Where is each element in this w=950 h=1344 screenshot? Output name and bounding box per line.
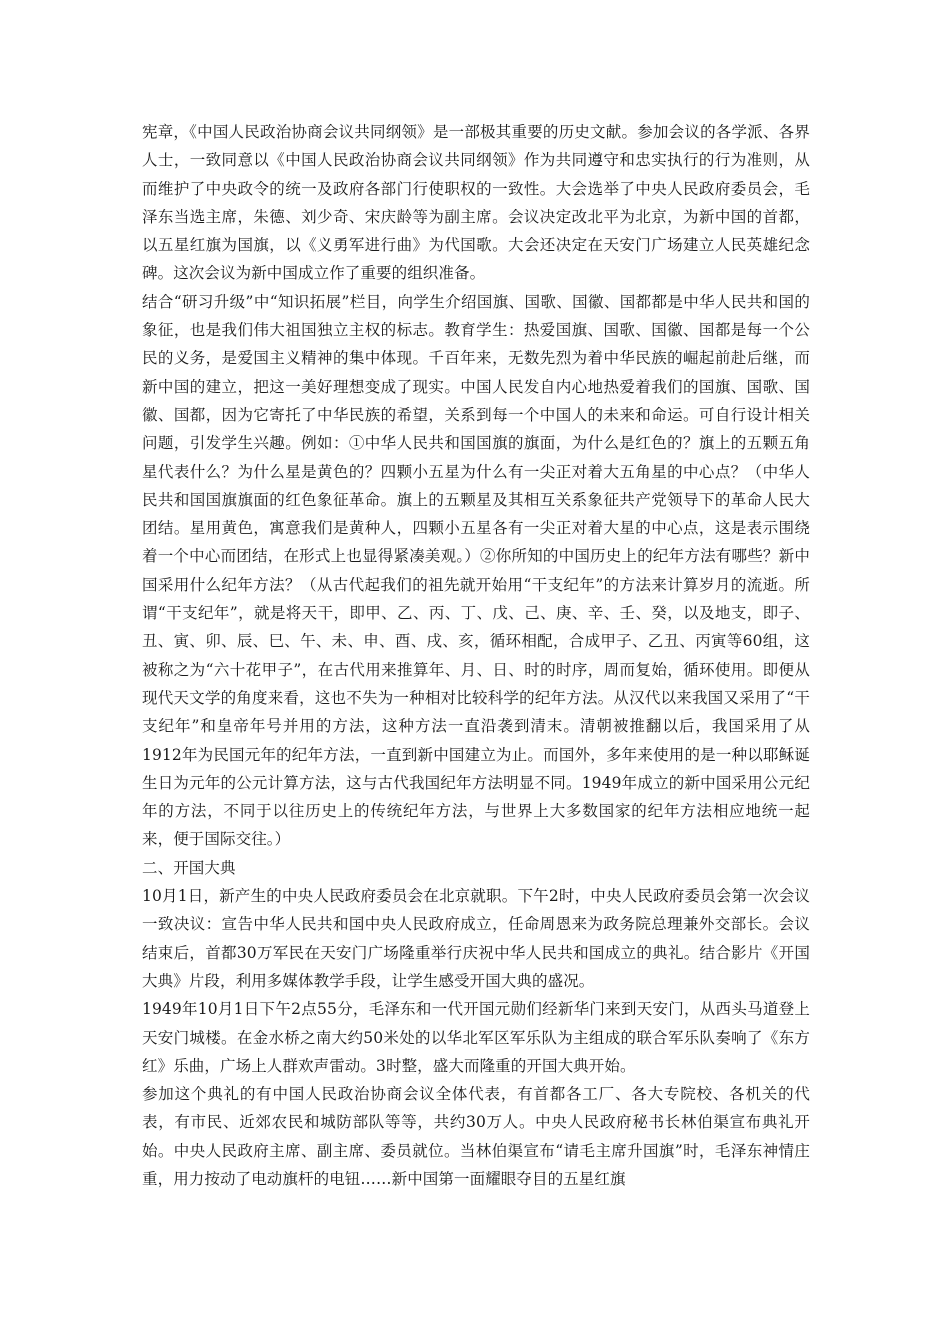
paragraph-national-symbols: 结合“研习升级”中“知识拓展”栏目，向学生介绍国旗、国歌、国徽、国都都是中华人民共和国的象征，也是我们伟大祖国独立主权的标志。教育学生：热爱国旗、国歌、国徽、国都是每一个公民的义务，是爱国主义精神的集中体现。千百年来，无数先烈为着中华民族的崛起前赴后继，而新中国的建立，把这一美好理想变成了现实。中国人民发自内心地热爱着我们的国旗、国歌、国徽、国都，因为它寄托了中华民族的希望，关系到每一个中国人的未来和命运。可自行设计相关问题，引发学生兴趣。例如：①中华人民共和国国旗的旗面，为什么是红色的？旗上的五颗五角星代表什么？为什么星是黄色的？四颗小五星为什么有一尖正对着大五角星的中心点？（中华人民共和国国旗旗面的红色象征革命。旗上的五颗星及其相互关系象征共产党领导下的革命人民大团结。星用黄色，寓意我们是黄种人，四颗小五星各有一尖正对着大星的中心点，这是表示围绕着一个中心而团结，在形式上也显得紧凑美观。）②你所知的中国历史上的纪年方法有哪些？新中国采用什么纪年方法？（从古代起我们的祖先就开始用“干支纪年”的方法来计算岁月的流逝。所谓“干支纪年”，就是将天干，即甲、乙、丙、丁、戊、己、庚、辛、壬、癸，以及地支，即子、丑、寅、卯、辰、巳、午、未、申、酉、戌、亥，循环相配，合成甲子、乙丑、丙寅等60组，这被称之为“六十花甲子”，在古代用来推算年、月、日、时的时序，周而复始，循环使用。即便从现代天文学的角度来看，这也不失为一种相对比较科学的纪年方法。从汉代以来我国又采用了“干支纪年”和皇帝年号并用的方法，这种方法一直沿袭到清末。清朝被推翻以后，我国采用了从1912年为民国元年的纪年方法，一直到新中国建立为止。而国外，多年来使用的是一种以耶稣诞生日为元年的公元计算方法，这与古代我国纪年方法明显不同。1949年成立的新中国采用公元纪年的方法，不同于以往历史上的传统纪年方法，与世界上大多数国家的纪年方法相应地统一起来，便于国际交往。）: [142, 292, 810, 849]
paragraph-government-inauguration: 10月1日，新产生的中央人民政府委员会在北京就职。下午2时，中央人民政府委员会第一次会议一致决议：宣告中华人民共和国中央人民政府成立，任命周恩来为政务院总理兼外交部长。会议结束后，首都30万军民在天安门广场隆重举行庆祝中华人民共和国成立的典礼。结合影片《开国大典》片段，利用多媒体教学手段，让学生感受开国大典的盛况。: [142, 887, 810, 990]
section-heading: 二、开国大典: [142, 858, 236, 877]
document-page: [142, 118, 810, 1193]
paragraph-ceremony-attendees: 参加这个典礼的有中国人民政治协商会议全体代表，有首都各工厂、各大专院校、各机关的代表，有市民、近郊农民和城防部队等等，共约30万人。中央人民政府秘书长林伯渠宣布典礼开始。中央人民政府主席、副主席、委员就位。当林伯渠宣布“请毛主席升国旗”时，毛泽东神情庄重，用力按动了电动旗杆的电钮……新中国第一面耀眼夺目的五星红旗: [142, 1085, 810, 1188]
paragraph-ceremony-start: 1949年10月1日下午2点55分，毛泽东和一代开国元勋们经新华门来到天安门，从西头马道登上天安门城楼。在金水桥之南大约50米处的以华北军区军乐队为主组成的联合军乐队奏响了《东方红》乐曲，广场上人群欢声雷动。3时整，盛大而隆重的开国大典开始。: [142, 1000, 810, 1075]
paragraph-congress-summary: 宪章，《中国人民政治协商会议共同纲领》是一部极其重要的历史文献。参加会议的各学派、各界人士，一致同意以《中国人民政治协商会议共同纲领》作为共同遵守和忠实执行的行为准则，从而维护了中央政令的统一及政府各部门行使职权的一致性。大会选举了中央人民政府委员会，毛泽东当选主席，朱德、刘少奇、宋庆龄等为副主席。会议决定改北平为北京，为新中国的首都，以五星红旗为国旗，以《义勇军进行曲》为代国歌。大会还决定在天安门广场建立人民英雄纪念碑。这次会议为新中国成立作了重要的组织准备。: [142, 123, 810, 283]
